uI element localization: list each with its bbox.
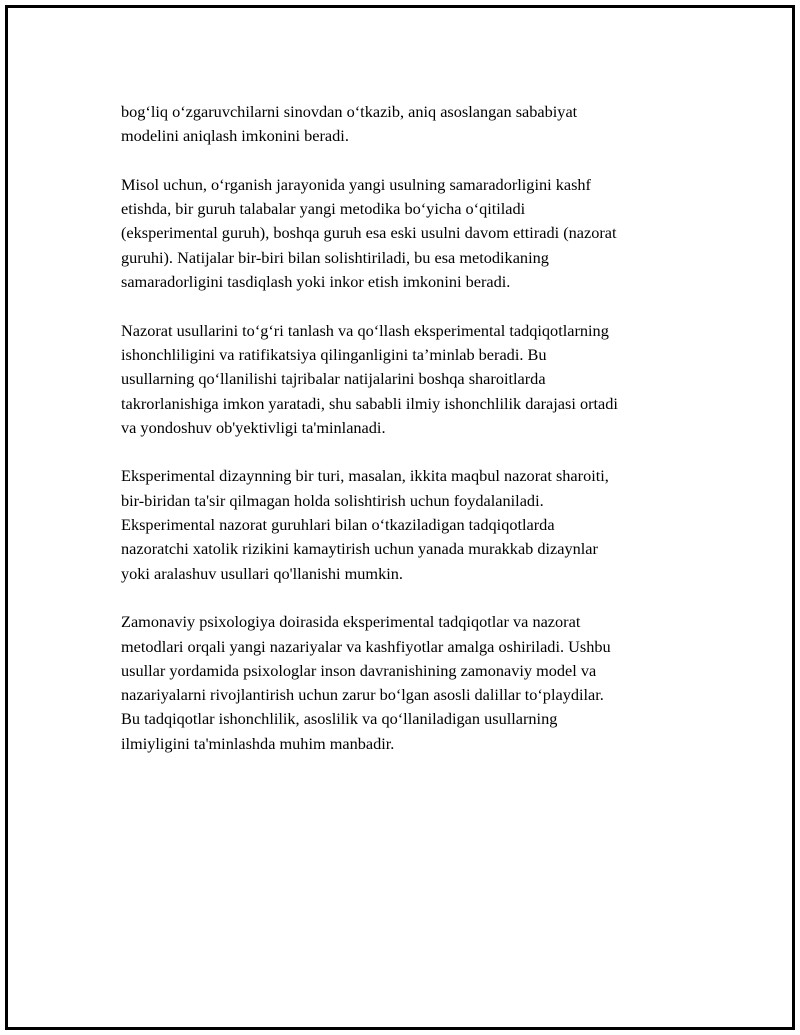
paragraph-3: Nazorat usullarini to‘g‘ri tanlash va qo‘llash eksperimental tadqiqotlarning ishonchliligini va ratifikatsiya qilinganligini ta’minlab beradi. Bu usullarning qo‘llanilishi tajribalar natijalarini boshqa sharoitlarda takrorlanishiga imkon yaratadi, shu sababli ilmiy ishonchlilik darajasi ortadi va yondoshuv ob'yektivligi ta'minlanadi.: [121, 320, 618, 437]
paragraph-1: bog‘liq o‘zgaruvchilarni sinovdan o‘tkazib, aniq asoslangan sababiyat modelini aniqlash imkonini beradi.: [121, 102, 578, 146]
paragraph-5: Zamonaviy psixologiya doirasida eksperimental tadqiqotlar va nazorat metodlari orqali yangi nazariyalar va kashfiyotlar amalga oshiriladi. Ushbu usullar yordamida psixologlar inson davranishining zamonaviy model va nazariyalarni rivojlantirish uchun zarur bo‘lgan asosli dalillar to‘playdilar. Bu tadqiqotlar ishonchlilik, asoslilik va qo‘llaniladigan usullarning ilmiyligini ta'minlashda muhim manbadir.: [121, 612, 611, 753]
page-frame: [5, 5, 795, 1030]
document-body: [121, 100, 691, 756]
paragraph-2: Misol uchun, o‘rganish jarayonida yangi usulning samaradorligini kashf etishda, bir guruh talabalar yangi metodika bo‘yicha o‘qitiladi (eksperimental guruh), boshqa guruh esa eski usulni davom ettiradi (nazorat guruhi). Natijalar bir-biri bilan solishtiriladi, bu esa metodikaning samaradorligini tasdiqlash yoki inkor etish imkonini beradi.: [121, 174, 617, 292]
paragraph-4: Eksperimental dizaynning bir turi, masalan, ikkita maqbul nazorat sharoiti, bir-biridan ta'sir qilmagan holda solishtirish uchun foydalaniladi. Eksperimental nazorat guruhlari bilan o‘tkaziladigan tadqiqotlarda nazoratchi xatolik rizikini kamaytirish uchun yanada murakkab dizaynlar yoki aralashuv usullari qo'llanishi mumkin.: [121, 466, 609, 583]
